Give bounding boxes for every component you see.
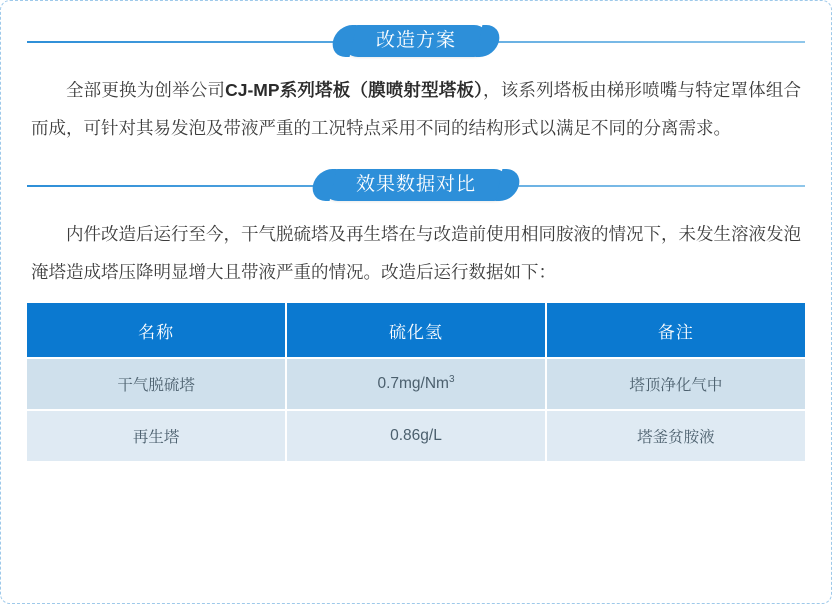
- table-header-name: 名称: [27, 303, 286, 358]
- table-cell-value: [286, 410, 545, 461]
- table-header-h2s: 硫化氢: [286, 303, 545, 358]
- section-heading-label-1: 改造方案: [342, 25, 490, 57]
- section-heading-label-2: 效果数据对比: [322, 169, 510, 201]
- table-cell-value-superscript: 3: [448, 374, 455, 386]
- table-cell-value-text: 0.86g/L: [390, 427, 442, 445]
- paragraph-1-suffix: ，该系列塔板由梯形喷嘴与特定罩体组合而成，可针对其易发泡及带液严重的工况特点采用不同的结构形式以满足不同的分离需求。: [31, 80, 802, 138]
- table-cell-value: [286, 358, 545, 410]
- section-spacer-1: [27, 147, 805, 163]
- table-header-note: 备注: [546, 303, 805, 358]
- section-paragraph-2: 内件改造后运行至今，干气脱硫塔及再生塔在与改造前使用相同胺液的情况下，未发生溶液发泡淹塔造成塔压降明显增大且带液严重的情况。改造后运行数据如下：: [31, 224, 801, 282]
- table-cell-note: 塔釜贫胺液: [546, 410, 805, 461]
- table-cell-name: 再生塔: [27, 410, 286, 461]
- table-cell-name: 干气脱硫塔: [27, 358, 286, 410]
- results-table: [27, 303, 805, 461]
- document-body: [1, 1, 831, 603]
- table-row: [27, 410, 805, 461]
- paragraph-1-prefix: 全部更换为创举公司: [66, 80, 226, 100]
- paragraph-1-bold: CJ-MP系列塔板（膜喷射型塔板）: [225, 80, 484, 100]
- table-cell-note: 塔顶净化气中: [546, 358, 805, 410]
- table-header-row: [27, 303, 805, 358]
- table-cell-value-text: 0.7mg/Nm: [377, 375, 449, 393]
- section-heading-1: [27, 19, 805, 65]
- table-row: [27, 358, 805, 410]
- section-heading-2: [27, 163, 805, 209]
- section-paragraph-1: [31, 71, 801, 147]
